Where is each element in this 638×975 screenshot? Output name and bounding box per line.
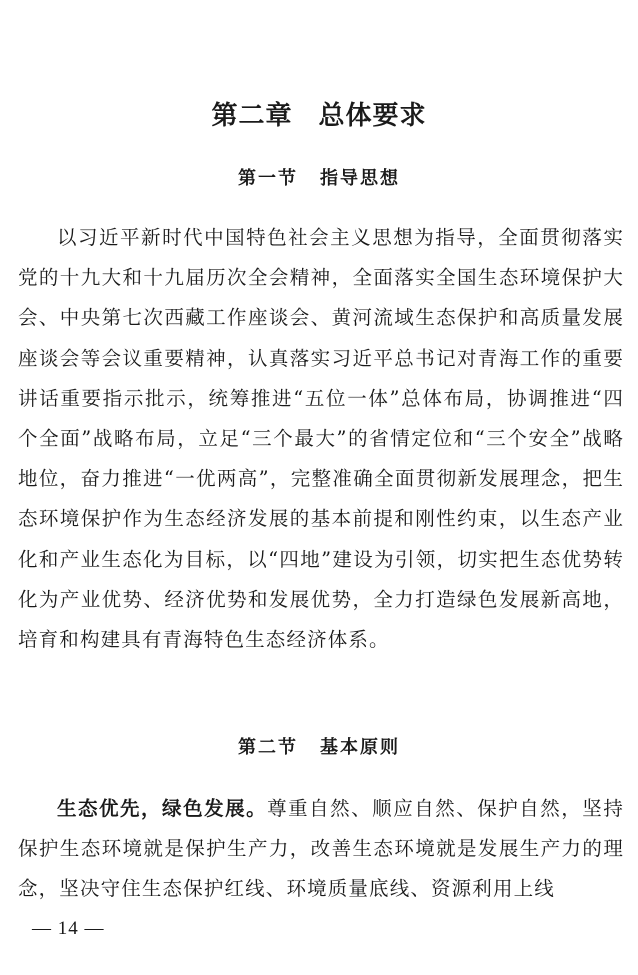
- paragraph-guiding-ideology: 以习近平新时代中国特色社会主义思想为指导，全面贯彻落实党的十九大和十九届历次全会精神，全面落实全国生态环境保护大会、中央第七次西藏工作座谈会、黄河流域生态保护和高质量发展座谈会等会议重要精神，认真落实习近平总书记对青海工作的重要讲话重要指示批示，统筹推进“五位一体”总体布局，协调推进“四个全面”战略布局，立足“三个最大”的省情定位和“三个安全”战略地位，奋力推进“一优两高”，完整准确全面贯彻新发展理念，把生态环境保护作为生态经济发展的基本前提和刚性约束，以生态产业化和产业生态化为目标，以“四地”建设为引领，切实把生态优势转化为产业优势、经济优势和发展优势，全力打造绿色发展新高地，培育和构建具有青海特色生态经济体系。: [18, 226, 624, 652]
- chapter-number: 第二章: [211, 101, 293, 131]
- section-title-guiding-ideology: [0, 164, 638, 190]
- section-number: 第一节: [238, 168, 298, 189]
- section-name: 指导思想: [320, 168, 400, 189]
- principle-text: 尊重自然、顺应自然、保护自然，坚持保护生态环境就是保护生产力，改善生态环境就是发展生产力的理念，坚决守住生态保护红线、环境质量底线、资源利用上线: [18, 797, 624, 901]
- chapter-title: [0, 95, 638, 132]
- principle-lead: 生态优先，绿色发展。: [57, 797, 268, 820]
- paragraph-basic-principles: [18, 789, 624, 910]
- section-name: 基本原则: [320, 737, 400, 758]
- section-number: 第二节: [238, 737, 298, 758]
- chapter-name: 总体要求: [318, 101, 427, 131]
- section-title-basic-principles: [0, 733, 638, 759]
- page-number: — 14 —: [32, 918, 105, 939]
